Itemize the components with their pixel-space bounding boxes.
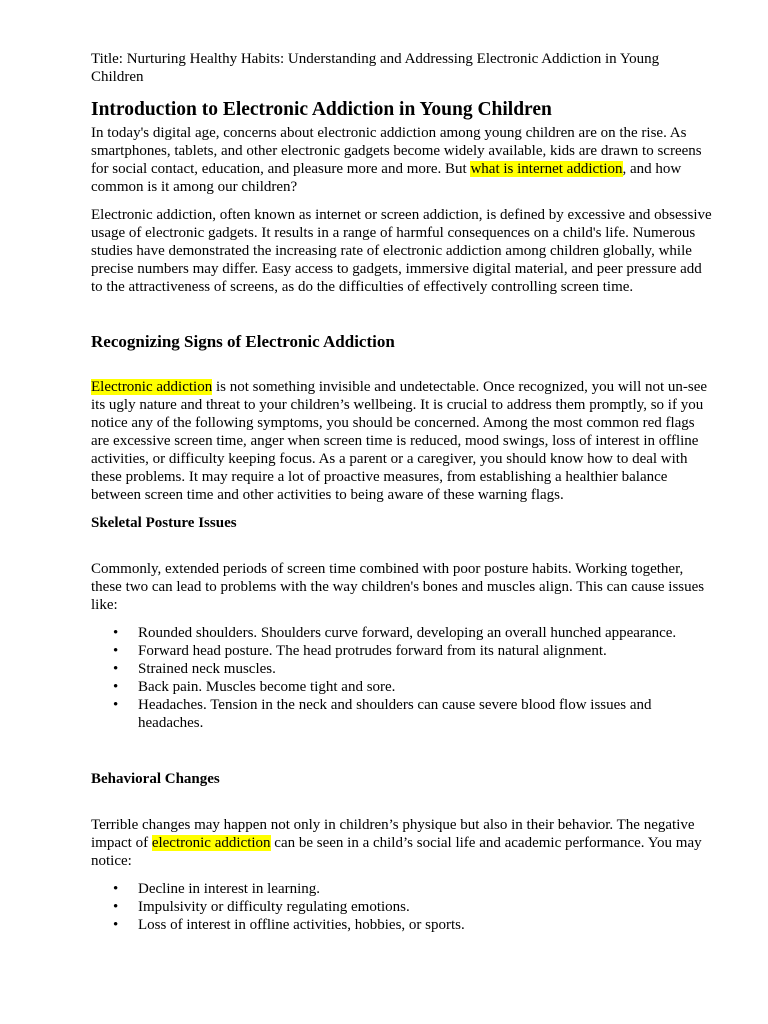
bullet-icon: •	[113, 625, 119, 641]
list-item-text: Impulsivity or difficulty regulating emotions.	[138, 899, 410, 915]
intro-heading: Introduction to Electronic Addiction in Young Children	[91, 99, 552, 120]
list-item	[91, 624, 713, 642]
list-item-text: Loss of interest in offline activities, hobbies, or sports.	[138, 917, 465, 933]
bullet-icon: •	[113, 881, 119, 897]
list-item	[91, 678, 713, 696]
posture-intro: Commonly, extended periods of screen time combined with poor posture habits. Working together, these two can lead to problems with the way children's bones and muscles align. This can cause issues like:	[91, 561, 705, 613]
list-item-text: Rounded shoulders. Shoulders curve forward, developing an overall hunched appearance.	[138, 625, 677, 641]
list-item-text: Headaches. Tension in the neck and shoulders can cause severe blood flow issues and headaches.	[138, 697, 652, 731]
list-item-text: Decline in interest in learning.	[138, 881, 321, 897]
list-item-text: Forward head posture. The head protrudes forward from its natural alignment.	[138, 643, 607, 659]
document-page	[91, 50, 713, 934]
signs-paragraph	[91, 378, 713, 504]
signs-highlight: Electronic addiction	[91, 379, 213, 395]
bullet-icon: •	[113, 917, 119, 933]
list-item	[91, 660, 713, 678]
list-item	[91, 898, 713, 916]
intro-p1-highlight: what is internet addiction	[470, 161, 623, 177]
behavior-list	[91, 880, 713, 934]
list-item	[91, 642, 713, 660]
signs-heading: Recognizing Signs of Electronic Addiction	[91, 332, 395, 351]
bullet-icon: •	[113, 661, 119, 677]
behavior-intro-text-end: can be seen in a child’s social life and academic performance. You may notice:	[91, 835, 702, 869]
bullet-icon: •	[113, 643, 119, 659]
posture-list	[91, 624, 713, 732]
behavior-heading: Behavioral Changes	[91, 771, 220, 787]
bullet-icon: •	[113, 697, 119, 713]
document-title-line: Title: Nurturing Healthy Habits: Understanding and Addressing Electronic Addiction in Young Children	[91, 51, 660, 85]
behavior-highlight: electronic addiction	[151, 835, 271, 851]
list-item	[91, 696, 713, 732]
intro-paragraph-2: Electronic addiction, often known as internet or screen addiction, is defined by excessive and obsessive usage of electronic gadgets. It results in a range of harmful consequences on a child's life. Numerous studies have demonstrated the increasing rate of electronic addiction among children globally, while precise numbers may differ. Easy access to gadgets, immersive digital material, and peer pressure add to the attractiveness of screens, as do the difficulties of effectively controlling screen time.	[91, 207, 712, 295]
behavior-intro	[91, 816, 713, 870]
bullet-icon: •	[113, 899, 119, 915]
list-item-text: Back pain. Muscles become tight and sore.	[138, 679, 396, 695]
bullet-icon: •	[113, 679, 119, 695]
list-item-text: Strained neck muscles.	[138, 661, 276, 677]
behavior-intro-text: Terrible changes may happen not only in children’s physique but also in their behavior. The negative impact of	[91, 817, 695, 851]
intro-p1-text: In today's digital age, concerns about electronic addiction among young children are on the rise. As smartphones, tablets, and other electronic gadgets become widely available, kids are drawn to screens for social contact, education, and pleasure more and more. But	[91, 125, 702, 177]
list-item	[91, 880, 713, 898]
intro-p1-text-end: , and how common is it among our children?	[91, 161, 682, 195]
posture-heading: Skeletal Posture Issues	[91, 515, 237, 531]
list-item	[91, 916, 713, 934]
intro-paragraph-1	[91, 124, 713, 196]
signs-text: is not something invisible and undetectable. Once recognized, you will not un-see its ugly nature and threat to your children’s wellbeing. It is crucial to address them promptly, so if you notice any of the following symptoms, you should be concerned. Among the most common red flags are excessive screen time, anger when screen time is reduced, mood swings, loss of interest in offline activities, or difficulty keeping focus. As a parent or a caregiver, you should know how to deal with these problems. It may require a lot of proactive measures, from establishing a healthier balance between screen time and other activities to being aware of these warning flags.	[91, 379, 708, 503]
